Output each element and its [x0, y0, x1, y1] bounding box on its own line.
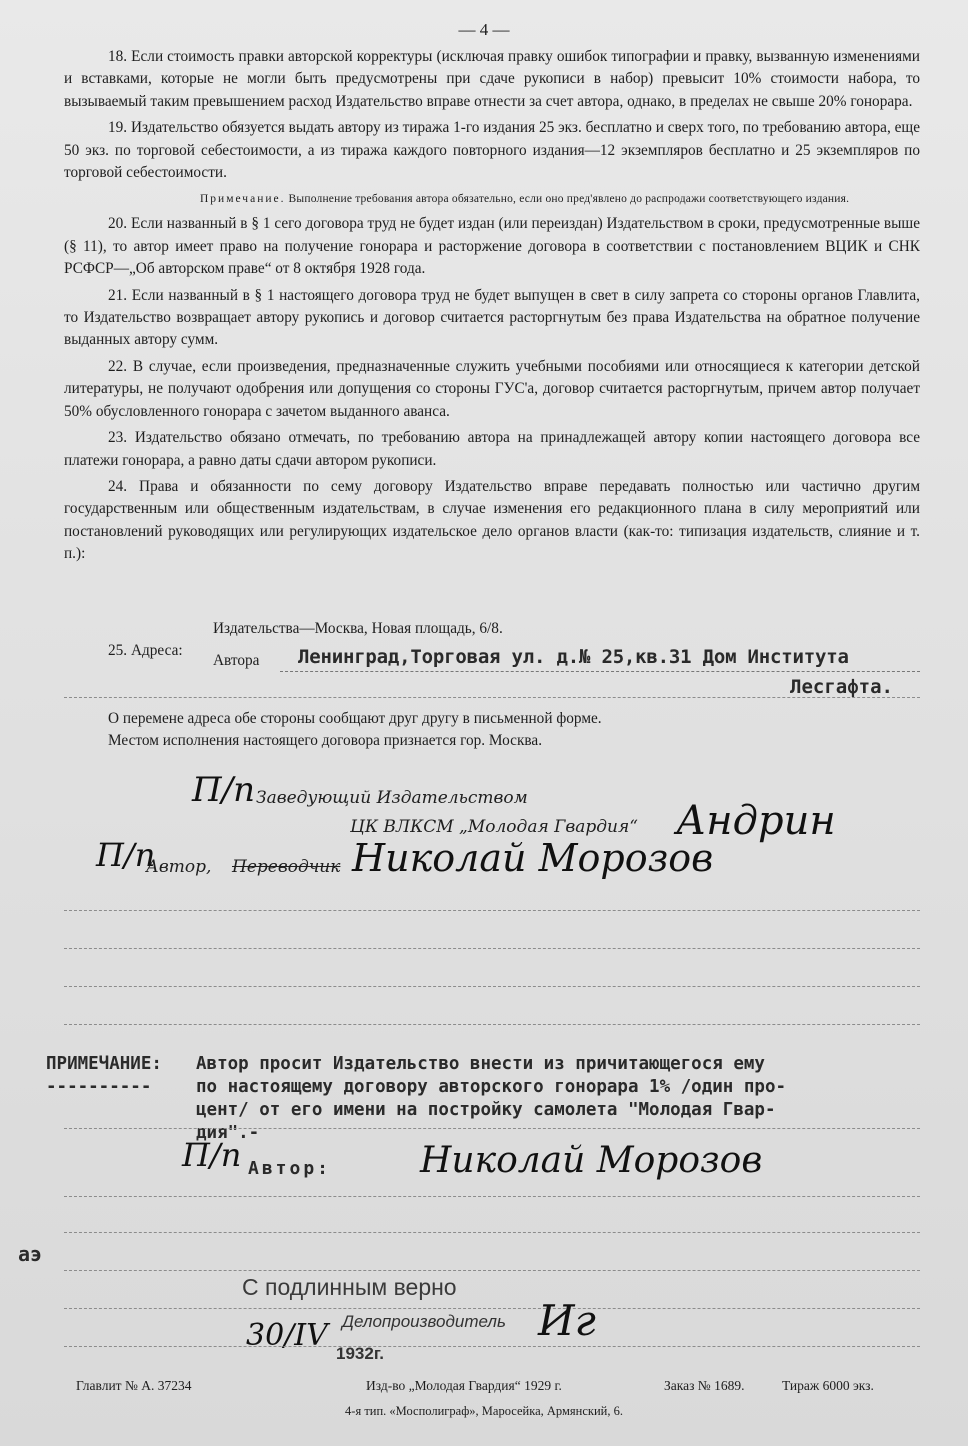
head-title-line2: ЦК ВЛКСМ „Молодая Гвардия“	[350, 817, 638, 837]
typed-author-label: Автор:	[248, 1158, 332, 1179]
typed-author-signature: Николай Морозов	[420, 1140, 763, 1181]
pp-mark-1: П/п	[192, 770, 256, 810]
clause-22: 22. В случае, если произведения, предназначенные служить учебными пособиями или относящиеся к категории детской литературы, не получают одобрения или допущения со стороны ГУС'а, договор считается расторгнутым, причем автор получает 50% обусловленного гонорара с зачетом выданного аванса.	[64, 357, 920, 420]
contract-body	[64, 46, 920, 566]
blank-line-2	[64, 948, 920, 949]
footer-printer: 4-я тип. «Мосполиграф», Маросейка, Армянский, 6.	[345, 1404, 623, 1418]
note-text: Выполнение требования автора обязательно, если оно пред'явлено до распродажи соответствующего издания.	[285, 193, 850, 206]
footer-order: Заказ № 1689.	[664, 1378, 745, 1393]
author-role-label: Автор,	[146, 857, 212, 877]
footer-glavlit: Главлит № А. 37234	[76, 1378, 192, 1393]
typed-note-line2: по настоящему договору авторского гонорара 1% /один про-	[196, 1077, 787, 1097]
pp-mark-3: П/п	[182, 1136, 242, 1174]
addresses-label: 25. Адреса:	[108, 642, 183, 659]
blank-line-5	[64, 1128, 920, 1129]
place-of-execution: Местом исполнения настоящего договора признается гор. Москва.	[108, 732, 543, 749]
clause-18: 18. Если стоимость правки авторской корректуры (исключая правку ошибок типографии и правку, вызванную изменениями и вставками, которые не могли быть предусмотрены при сдаче рукописи в набор) превысит 10% стоимости набора, то вызываемый таким превышением расход Издательство вправе отнести за счет автора, однако, в пределах не свыше 20% гонорара.	[64, 48, 920, 110]
blank-line-10	[64, 1346, 920, 1347]
typed-note-underline: ----------	[46, 1077, 152, 1097]
typed-note-label: ПРИМЕЧАНИЕ:	[46, 1054, 162, 1074]
clause-19: 19. Издательство обязуется выдать автору из тиража 1-го издания 25 экз. бесплатно и сверх того, по требованию автора, еще 50 экз. по торговой себестоимости, а из тиража каждого повторного издания—12 экземпляров бесплатно и 25 экземпляров по торговой себестоимости.	[64, 119, 920, 182]
clause-19-note	[64, 192, 920, 207]
blank-line-8	[64, 1270, 920, 1271]
clerk-signature: Иг	[538, 1296, 596, 1345]
author-address-line1: Ленинград,Торговая ул. д.№ 25,кв.31 Дом Института	[298, 646, 849, 668]
address-change-note: О перемене адреса обе стороны сообщают друг другу в письменной форме.	[108, 710, 602, 727]
typed-note-line1: Автор просит Издательство внести из причитающегося ему	[196, 1054, 765, 1074]
translator-role-label: Переводчик	[232, 857, 341, 877]
publisher-address: Издательства—Москва, Новая площадь, 6/8.	[213, 620, 503, 637]
blank-line-3	[64, 986, 920, 987]
clause-23: 23. Издательство обязано отмечать, по требованию автора на принадлежащей автору копии настоящего договора все платежи гонорара, а равно даты сдачи автором рукописи.	[64, 429, 920, 469]
footer-publisher: Изд-во „Молодая Гвардия“ 1929 г.	[366, 1378, 562, 1393]
clause-24: 24. Права и обязанности по сему договору Издательство вправе передавать полностью или частично другим государственным или общественным издательствам, в случае изменения его редакционного плана в силу мероприятий или постановлений руководящих или регулирующих издательское дело органов власти (как-то: типизация издательств, слияние и т. п.):	[64, 477, 920, 563]
author-address-label: Автора	[213, 652, 260, 669]
head-title-line1: Заведующий Издательством	[256, 788, 528, 808]
blank-line-9	[64, 1308, 920, 1309]
footer-print-run: Тираж 6000 экз.	[782, 1378, 874, 1393]
blank-line-1	[64, 910, 920, 911]
certification-date: 30/IV	[246, 1318, 328, 1353]
blank-line-7	[64, 1232, 920, 1233]
clause-21: 21. Если названный в § 1 настоящего договора труд не будет выпущен в свет в силу запрета со стороны органов Главлита, то Издательство возвращает автору рукопись и договор считается расторгнутым без права Издательства на обратное получение выданных автору сумм.	[64, 286, 920, 349]
page-number: — 4 —	[458, 20, 510, 39]
author-signature: Николай Морозов	[352, 836, 714, 880]
margin-mark: аэ	[18, 1242, 43, 1266]
head-signature: Андрин	[676, 798, 836, 844]
address-rule-2	[64, 697, 920, 698]
pp-mark-2: П/п	[96, 836, 156, 874]
note-lead: Примечание.	[200, 193, 286, 206]
typed-note-line3: цент/ от его имени на постройку самолета "Молодая Гвар-	[196, 1100, 776, 1120]
author-address-rule-1	[280, 671, 920, 672]
clerk-title: Делопроизводитель	[342, 1312, 506, 1331]
blank-line-4	[64, 1024, 920, 1025]
clause-20: 20. Если названный в § 1 сего договора труд не будет издан (или переиздан) Издательством в сроки, предусмотренные выше (§ 11), то автор имеет право на получение гонорара и расторжение договора в соответствии с постановлением ВЦИК и СНК РСФСР—„Об авторском праве“ от 8 октября 1928 года.	[64, 215, 920, 278]
certification-stamp: С подлинным верно	[242, 1274, 457, 1300]
certification-year: 1932г.	[336, 1344, 384, 1363]
blank-line-6	[64, 1196, 920, 1197]
author-address-line2: Лесгафта.	[790, 676, 893, 698]
typed-note-line4: дия".-	[196, 1123, 260, 1143]
